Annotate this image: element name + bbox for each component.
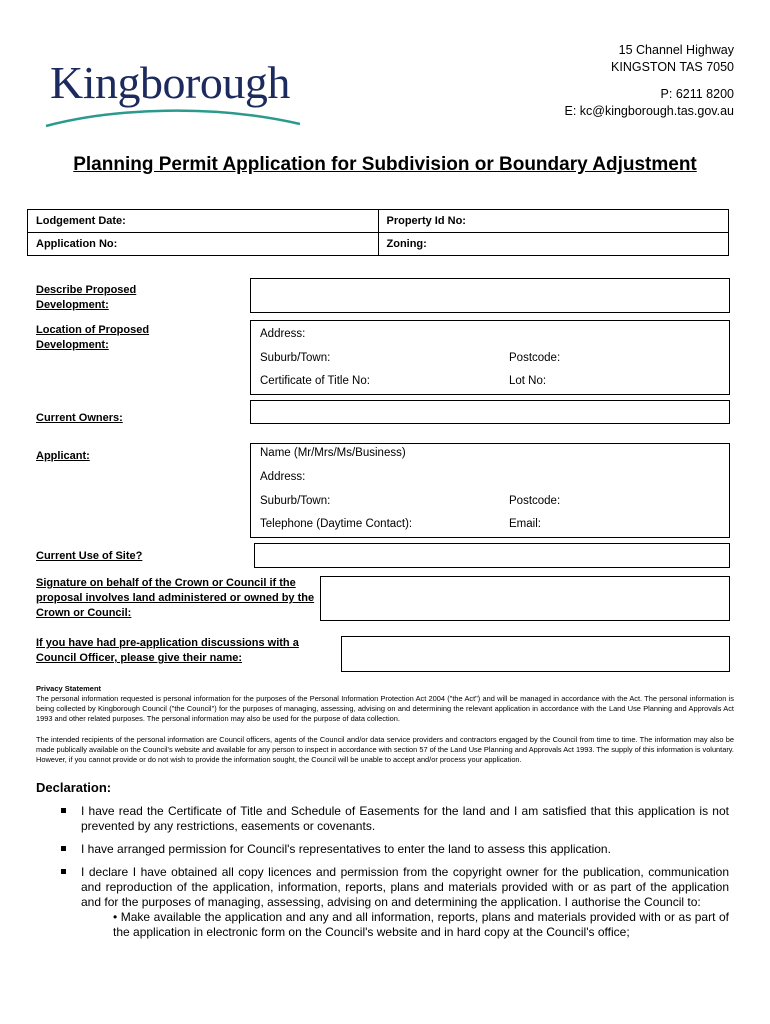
- telephone-label: Telephone (Daytime Contact):: [260, 518, 413, 530]
- signature-label: Signature on behalf of the Crown or Council if the proposal involves land administered or owned by the Crown or Council:: [36, 577, 315, 619]
- zoning-cell[interactable]: Zoning:: [378, 233, 729, 256]
- location-label: Location of Proposed Development:: [36, 324, 150, 351]
- bullet-icon: [61, 846, 66, 851]
- contact-street: 15 Channel Highway: [618, 43, 734, 57]
- logo-swoosh-icon: [44, 100, 304, 130]
- bullet-icon: [61, 808, 66, 813]
- applicant-label: Applicant:: [36, 450, 90, 462]
- pre-application-field[interactable]: [341, 636, 730, 672]
- page-title: Planning Permit Application for Subdivision or Boundary Adjustment: [73, 154, 697, 175]
- lodgement-date-cell[interactable]: Lodgement Date:: [28, 210, 379, 233]
- signature-field[interactable]: [320, 576, 730, 621]
- property-id-cell[interactable]: Property Id No:: [378, 210, 729, 233]
- contact-town: KINGSTON TAS 7050: [611, 60, 734, 74]
- certificate-label: Certificate of Title No:: [260, 375, 370, 387]
- declaration-heading: Declaration:: [36, 780, 112, 795]
- contact-address: [611, 42, 734, 76]
- applicant-address-label: Address:: [260, 471, 306, 483]
- current-owners-label: Current Owners:: [36, 412, 123, 424]
- privacy-paragraph-2: The intended recipients of the personal information are Council officers, agents of the Council and/or data service providers and contractors engaged by the Council from time to time. The information may also be made publically available on the Council's website and available for any person to inspect in accordance with section 57 of the Land Use Planning and Approvals Act 1993. The supply of this information is voluntary. However, if you cannot provide or do not wish to provide the information sought, the Council will be unable to accept and/or process your application.: [36, 735, 734, 764]
- contact-email: E: kc@kingborough.tas.gov.au: [564, 104, 734, 118]
- contact-phone: P: 6211 8200: [660, 87, 734, 101]
- current-owners-field[interactable]: [250, 400, 730, 424]
- describe-field[interactable]: [250, 278, 730, 313]
- contact-details: [564, 86, 734, 120]
- name-label: Name (Mr/Mrs/Ms/Business): [260, 447, 406, 459]
- privacy-paragraph-1: The personal information requested is personal information for the purposes of the Personal Information Protection Act 2004 ("the Act") and will be managed in accordance with the Act. The personal information is being collected by Kingborough Council ("the Council") for the purposes of managing, assessing, advising on and determining the relevant application in accordance with the Land Use Planning and Approvals Act 1993 and other related purposes. The personal information may also be used for the purpose of data collection.: [36, 694, 734, 723]
- current-use-label: Current Use of Site?: [36, 550, 143, 562]
- applicant-suburb-label: Suburb/Town:: [260, 495, 331, 507]
- declaration-item-3: I declare I have obtained all copy licences and permission from the copyright owner for the publication, communication and reproduction of the application, information, reports, plans and materials provided with or as part of the application and for the purposes of managing, assessing, advising on and determining the application. I authorise the Council to:: [81, 865, 729, 909]
- logo-wordmark: Kingborough: [50, 57, 290, 108]
- email-label: Email:: [509, 518, 541, 530]
- suburb-label: Suburb/Town:: [260, 352, 331, 364]
- pre-application-label: If you have had pre-application discussions with a Council Officer, please give their name:: [36, 637, 299, 664]
- privacy-heading: Privacy Statement: [36, 684, 102, 693]
- current-use-field[interactable]: [254, 543, 730, 568]
- kingborough-logo: [44, 57, 304, 132]
- applicant-box[interactable]: [250, 443, 730, 538]
- declaration-item-1: I have read the Certificate of Title and Schedule of Easements for the land and I am satisfied that this application is not prevented by any restrictions, easements or covenants.: [81, 804, 729, 833]
- lot-label: Lot No:: [509, 375, 547, 387]
- postcode-label: Postcode:: [509, 352, 561, 364]
- location-box[interactable]: [250, 320, 730, 395]
- describe-label: Describe Proposed Development:: [36, 284, 137, 311]
- applicant-postcode-label: Postcode:: [509, 495, 561, 507]
- bullet-icon: [61, 869, 66, 874]
- office-use-table: [27, 209, 729, 256]
- address-label: Address:: [260, 328, 306, 340]
- application-no-cell[interactable]: Application No:: [28, 233, 379, 256]
- declaration-sub-item: • Make available the application and any and all information, reports, plans and materials provided with or as part of the application in electronic form on the Council's website and in hard copy at the Council's office;: [113, 910, 729, 939]
- declaration-item-2: I have arranged permission for Council's representatives to enter the land to assess this application.: [81, 842, 611, 856]
